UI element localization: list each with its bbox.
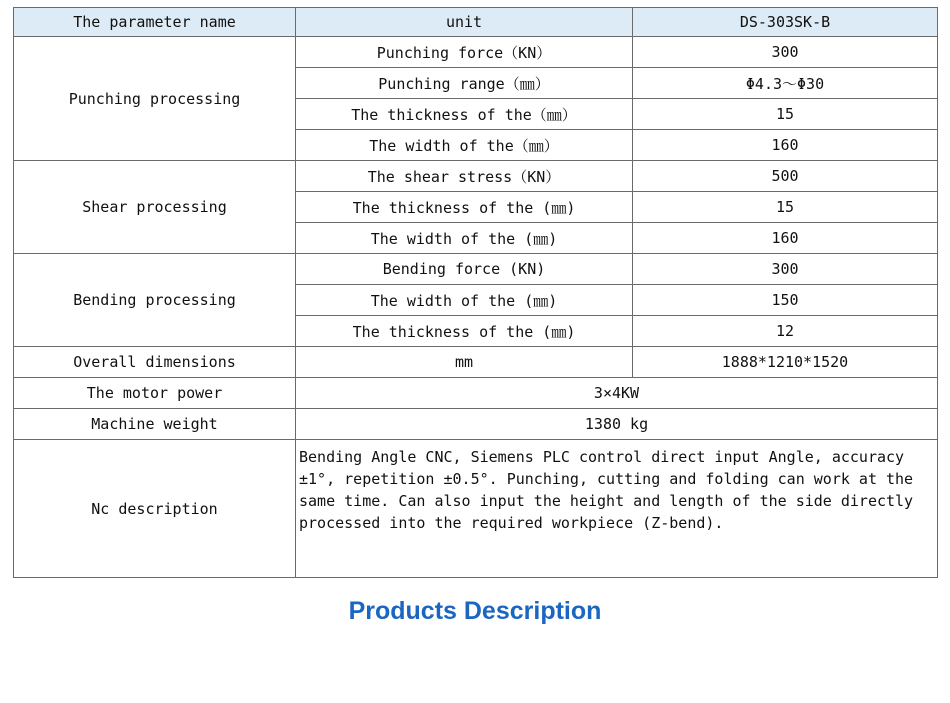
param-cell: The shear stress（KN）	[296, 161, 633, 192]
value-cell: Φ4.3～Φ30	[633, 68, 938, 99]
param-cell: Bending force (KN)	[296, 254, 633, 285]
machine-weight-label: Machine weight	[14, 409, 296, 440]
nc-description-label: Nc description	[14, 440, 296, 578]
value-cell: 15	[633, 192, 938, 223]
value-cell: 160	[633, 223, 938, 254]
value-cell: 300	[633, 254, 938, 285]
group-punching-processing: Punching processing	[14, 37, 296, 161]
machine-weight-value: 1380 kg	[296, 409, 938, 440]
header-parameter-name: The parameter name	[14, 8, 296, 37]
overall-dimensions-unit: mm	[296, 347, 633, 378]
table-row	[14, 409, 938, 440]
table-row	[14, 254, 938, 285]
param-cell: The width of the (㎜)	[296, 285, 633, 316]
param-cell: The width of the (㎜)	[296, 223, 633, 254]
motor-power-value: 3×4KW	[296, 378, 938, 409]
value-cell: 160	[633, 130, 938, 161]
table-header-row	[14, 8, 938, 37]
table-row	[14, 161, 938, 192]
param-cell: Punching force（KN）	[296, 37, 633, 68]
value-cell: 15	[633, 99, 938, 130]
overall-dimensions-value: 1888*1210*1520	[633, 347, 938, 378]
header-model: DS-303SK-B	[633, 8, 938, 37]
table-row	[14, 37, 938, 68]
nc-description-text: Bending Angle CNC, Siemens PLC control direct input Angle, accuracy ±1°, repetition ±0.5°. Punching, cutting and folding can work at the same time. Can also input the height and length of the side directly processed into the required workpiece (Z-bend).	[296, 440, 938, 578]
table-row	[14, 440, 938, 578]
header-unit: unit	[296, 8, 633, 37]
param-cell: The thickness of the (㎜)	[296, 316, 633, 347]
group-bending-processing: Bending processing	[14, 254, 296, 347]
products-description-heading: Products Description	[348, 597, 602, 625]
overall-dimensions-label: Overall dimensions	[14, 347, 296, 378]
table-row	[14, 378, 938, 409]
param-cell: The thickness of the（㎜）	[296, 99, 633, 130]
value-cell: 12	[633, 316, 938, 347]
param-cell: Punching range（㎜）	[296, 68, 633, 99]
motor-power-label: The motor power	[14, 378, 296, 409]
value-cell: 500	[633, 161, 938, 192]
spec-table	[13, 7, 938, 578]
group-shear-processing: Shear processing	[14, 161, 296, 254]
param-cell: The width of the（㎜）	[296, 130, 633, 161]
value-cell: 150	[633, 285, 938, 316]
param-cell: The thickness of the (㎜)	[296, 192, 633, 223]
value-cell: 300	[633, 37, 938, 68]
table-row	[14, 347, 938, 378]
